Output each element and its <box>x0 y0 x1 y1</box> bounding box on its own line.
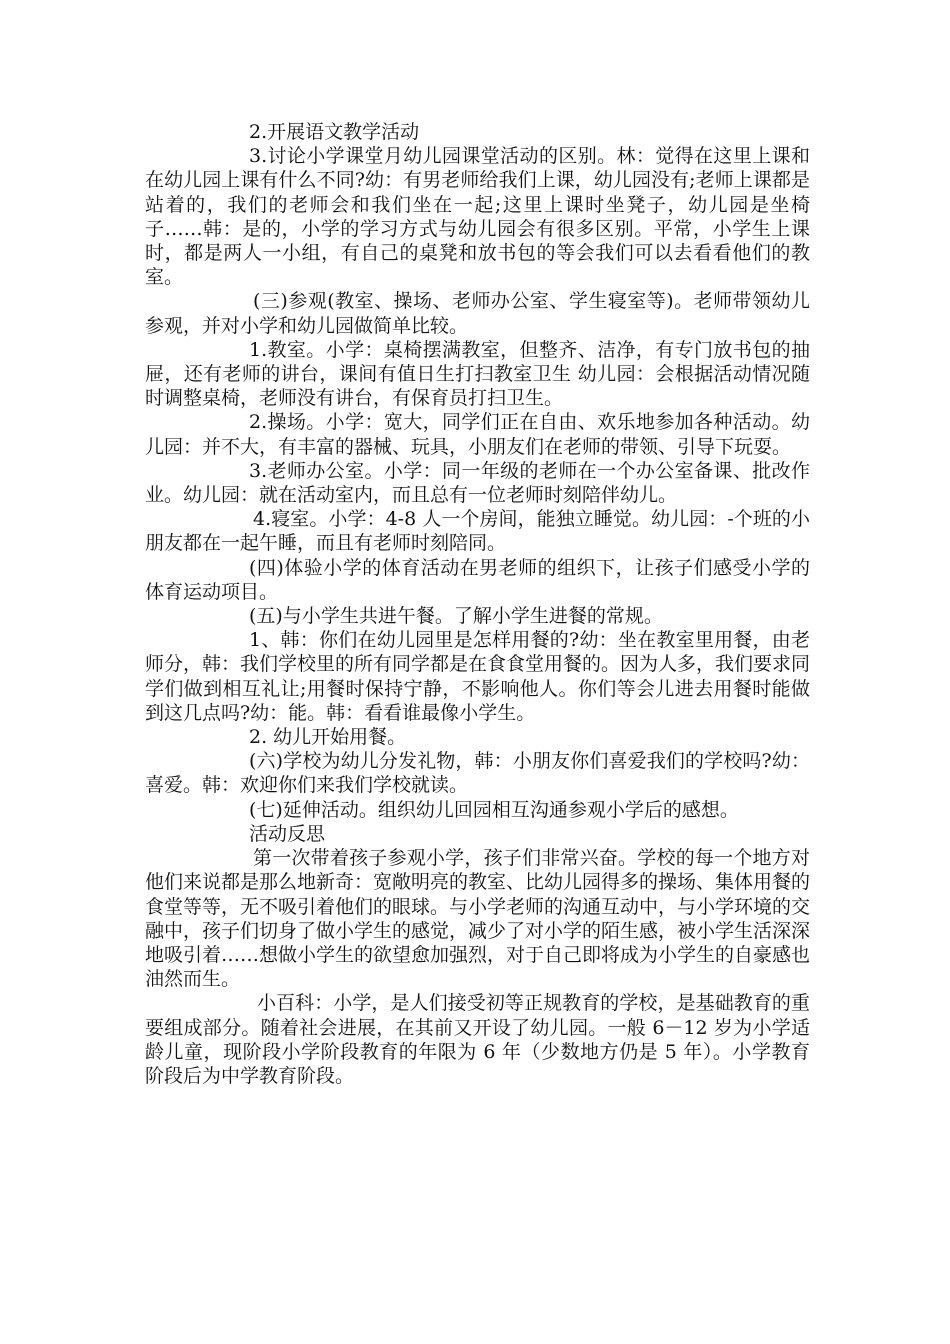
paragraph-start-eating: 2. 幼儿开始用餐。 <box>249 726 407 749</box>
paragraph-encyclopedia: 小百科：小学，是人们接受初等正规教育的学校，是基础教育的重要组成部分。随着社会进展，在其前又开设了幼儿园。一般 6－12 岁为小学适龄儿童，现阶段小学阶段教育的年限为 6 年（少数地方仍是 5 年）。小学教育阶段后为中学教育阶段。 <box>145 992 810 1087</box>
paragraph-playground: 2.操场。小学：宽大，同学们正在自由、欢乐地参加各种活动。幼儿园：并不大，有丰富的器械、玩具，小朋友们在老师的带领、引导下玩耍。 <box>145 411 810 458</box>
paragraph-heading-chinese-activity: 2.开展语文教学活动 <box>249 121 420 143</box>
paragraph-extension: (七)延伸活动。组织幼儿回园相互沟通参观小学后的感想。 <box>249 798 739 821</box>
paragraph-lunch: (五)与小学生共进午餐。了解小学生进餐的常规。 <box>249 605 663 628</box>
paragraph-gifts: (六)学校为幼儿分发礼物，韩：小朋友你们喜爱我们的学校吗?幼：喜爱。韩：欢迎你们来我们学校就读。 <box>145 750 810 797</box>
paragraph-pe-activity: (四)体验小学的体育活动在男老师的组织下，让孩子们感受小学的体育运动项目。 <box>145 556 810 603</box>
paragraph-lunch-dialogue: 1、韩：你们在幼儿园里是怎样用餐的?幼：坐在教室里用餐，由老师分，韩：我们学校里的所有同学都是在食食堂用餐的。因为人多，我们要求同学们做到相互礼让;用餐时保持宁静，不影响他人。你们等会儿进去用餐时能做到这几点吗?幼：能。韩：看看谁最像小学生。 <box>145 629 811 724</box>
paragraph-reflection: 第一次带着孩子参观小学，孩子们非常兴奋。学校的每一个地方对他们来说都是那么地新奇：宽敞明亮的教室、比幼儿园得多的操场、集体用餐的食堂等等，无不吸引着他们的眼球。与小学老师的沟通互动中，与小学环境的交融中，孩子们切身了做小学生的感觉，减少了对小学的陌生感，被小学生活深深地吸引着……想做小学生的欲望愈加强烈，对于自己即将成为小学生的自豪感也油然而生。 <box>145 847 811 991</box>
section-title-reflection: 活动反思 <box>249 822 326 845</box>
paragraph-visit-overview: (三)参观(教室、操场、老师办公室、学生寝室等)。老师带领幼儿参观，并对小学和幼儿园做简单比较。 <box>145 290 810 337</box>
paragraph-classroom: 1.教室。小学：桌椅摆满教室，但整齐、洁净，有专门放书包的抽屉，还有老师的讲台，课间有值日生打扫教室卫生 幼儿园：会根据活动情况随时调整桌椅，老师没有讲台，有保育员打扫卫生。 <box>145 338 810 410</box>
paragraph-classroom-discussion: 3.讨论小学课堂月幼儿园课堂活动的区别。林：觉得在这里上课和在幼儿园上课有什么不同?幼：有男老师给我们上课，幼儿园没有;老师上课都是站着的，我们的老师会和我们坐在一起;这里上课时坐凳子，幼儿园是坐椅子……韩：是的，小学的学习方式与幼儿园会有很多区别。平常，小学生上课时，都是两人一小组，有自己的桌凳和放书包的等会我们可以去看看他们的教室。 <box>145 145 810 289</box>
paragraph-teacher-office: 3.老师办公室。小学：同一年级的老师在一个办公室备课、批改作业。幼儿园：就在活动室内，而且总有一位老师时刻陪伴幼儿。 <box>145 459 810 507</box>
document-body <box>145 120 810 1088</box>
paragraph-dormitory: 4.寝室。小学：4-8 人一个房间，能独立睡觉。幼儿园：-个班的小朋友都在一起午睡，而且有老师时刻陪同。 <box>145 508 810 555</box>
